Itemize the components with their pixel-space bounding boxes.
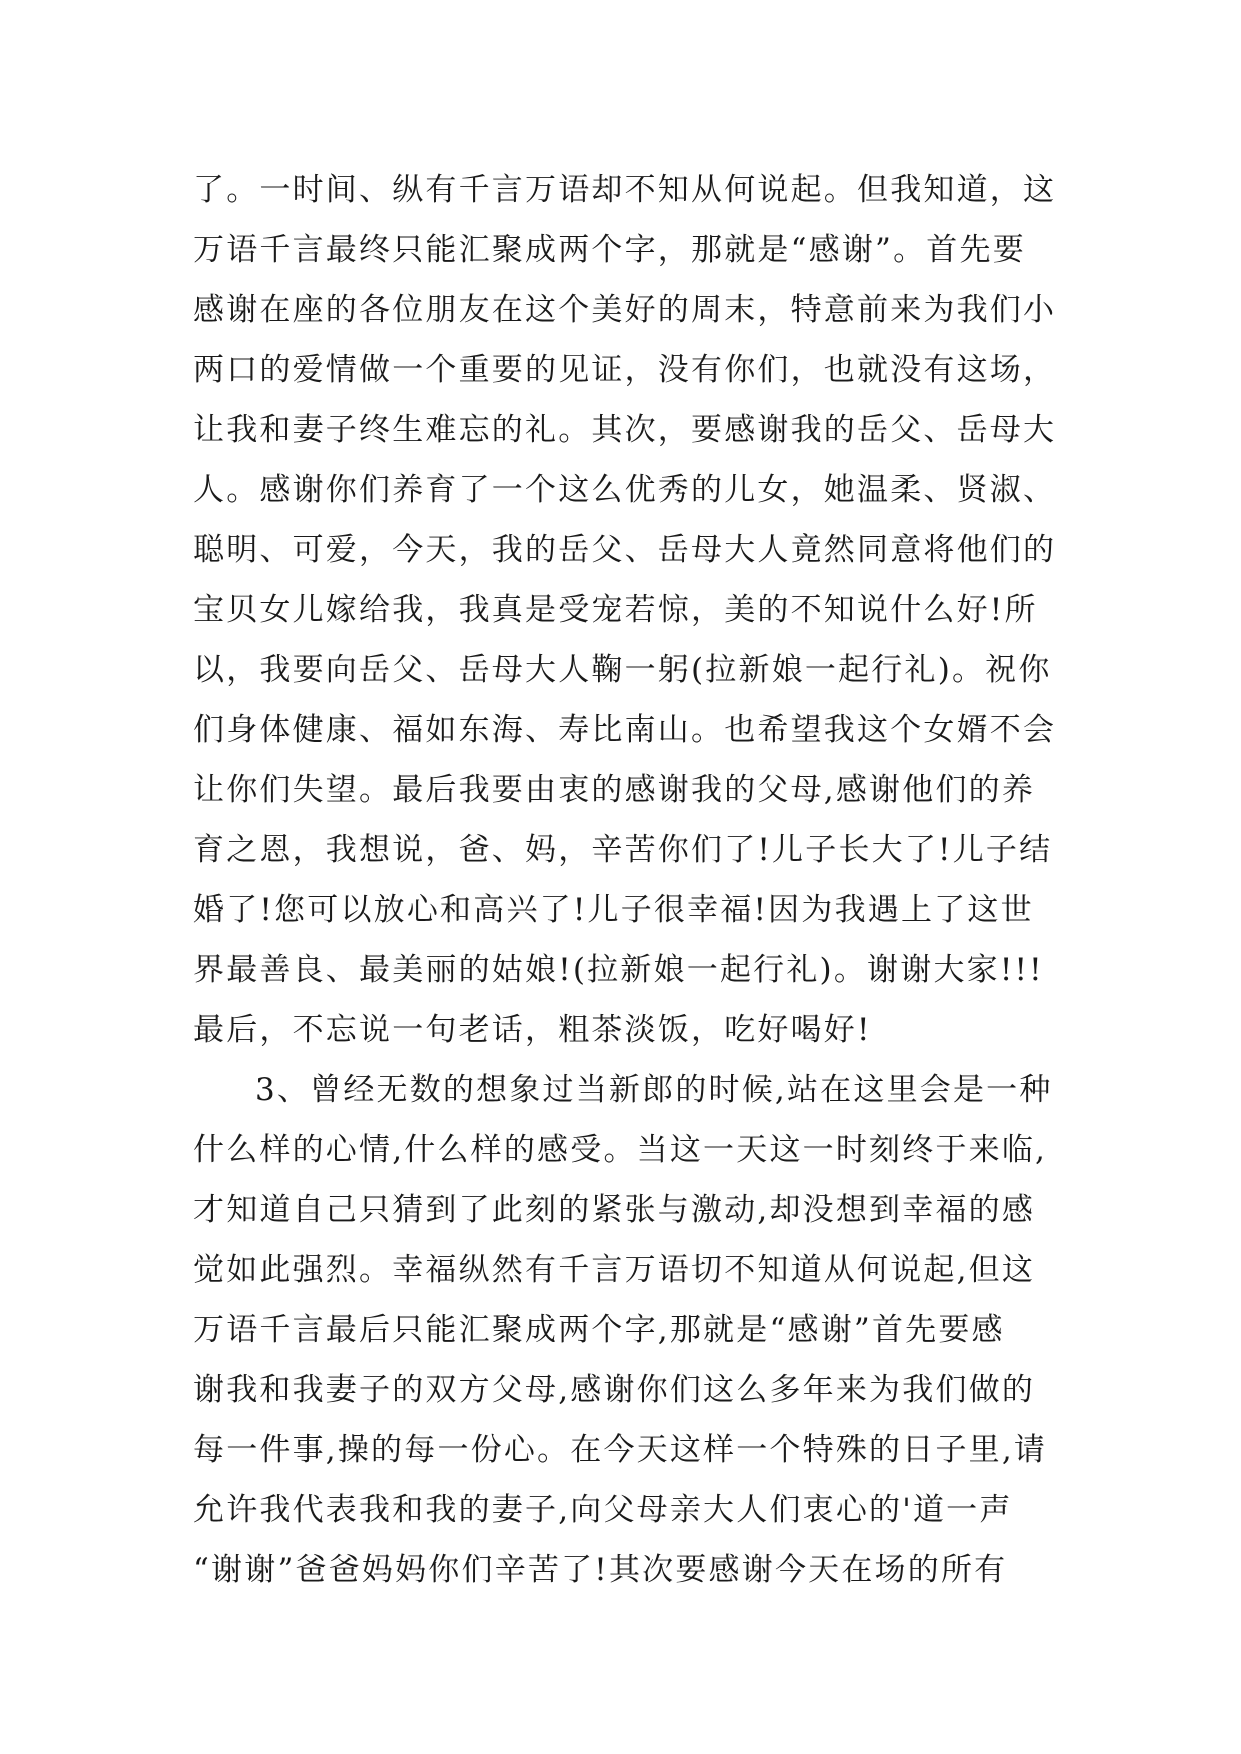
text-line: 了。一时间、纵有千言万语却不知从何说起。但我知道，这 xyxy=(193,172,1057,208)
text-line: 让我和妻子终生难忘的礼。其次，要感谢我的岳父、岳母大 xyxy=(193,412,1057,448)
text-line: 聪明、可爱，今天，我的岳父、岳母大人竟然同意将他们的 xyxy=(193,532,1057,568)
text-line: 每一件事,操的每一份心。在今天这样一个特殊的日子里,请 xyxy=(193,1432,1048,1468)
text-line: 觉如此强烈。幸福纵然有千言万语切不知道从何说起,但这 xyxy=(193,1252,1036,1288)
text-line: 万语千言最终只能汇聚成两个字，那就是“感谢”。首先要 xyxy=(193,232,1026,268)
text-line: 允许我代表我和我的妻子,向父母亲大人们衷心的'道一声 xyxy=(193,1492,1013,1528)
text-line: 宝贝女儿嫁给我，我真是受宠若惊，美的不知说什么好!所 xyxy=(193,592,1038,628)
text-line: 以，我要向岳父、岳母大人鞠一躬(拉新娘一起行礼)。祝你 xyxy=(193,652,1052,688)
text-line: 谢我和我妻子的双方父母,感谢你们这么多年来为我们做的 xyxy=(193,1372,1036,1408)
text-line: 最后，不忘说一句老话，粗茶淡饭，吃好喝好! xyxy=(193,1012,872,1048)
text-line: 人。感谢你们养育了一个这么优秀的儿女，她温柔、贤淑、 xyxy=(193,472,1057,508)
text-line: 婚了!您可以放心和高兴了!儿子很幸福!因为我遇上了这世 xyxy=(193,892,1034,928)
paragraph-start-line: 3、曾经无数的想象过当新郎的时候,站在这里会是一种 xyxy=(255,1072,1053,1108)
text-line: 界最善良、最美丽的姑娘!(拉新娘一起行礼)。谢谢大家!!! xyxy=(193,952,1044,988)
body-text xyxy=(193,160,1073,1600)
text-line: 们身体健康、福如东海、寿比南山。也希望我这个女婿不会 xyxy=(193,712,1057,748)
text-line: 两口的爱情做一个重要的见证，没有你们，也就没有这场， xyxy=(193,352,1057,388)
text-line: 什么样的心情,什么样的感受。当这一天这一时刻终于来临, xyxy=(193,1132,1048,1168)
text-line: 感谢在座的各位朋友在这个美好的周末，特意前来为我们小 xyxy=(193,292,1057,328)
text-line: “谢谢”爸爸妈妈你们辛苦了!其次要感谢今天在场的所有 xyxy=(193,1552,1008,1588)
text-line: 育之恩，我想说，爸、妈，辛苦你们了!儿子长大了!儿子结 xyxy=(193,832,1053,868)
text-line: 万语千言最后只能汇聚成两个字,那就是“感谢”首先要感 xyxy=(193,1312,1005,1348)
text-line: 才知道自己只猜到了此刻的紧张与激动,却没想到幸福的感 xyxy=(193,1192,1036,1228)
text-line: 让你们失望。最后我要由衷的感谢我的父母,感谢他们的养 xyxy=(193,772,1036,808)
